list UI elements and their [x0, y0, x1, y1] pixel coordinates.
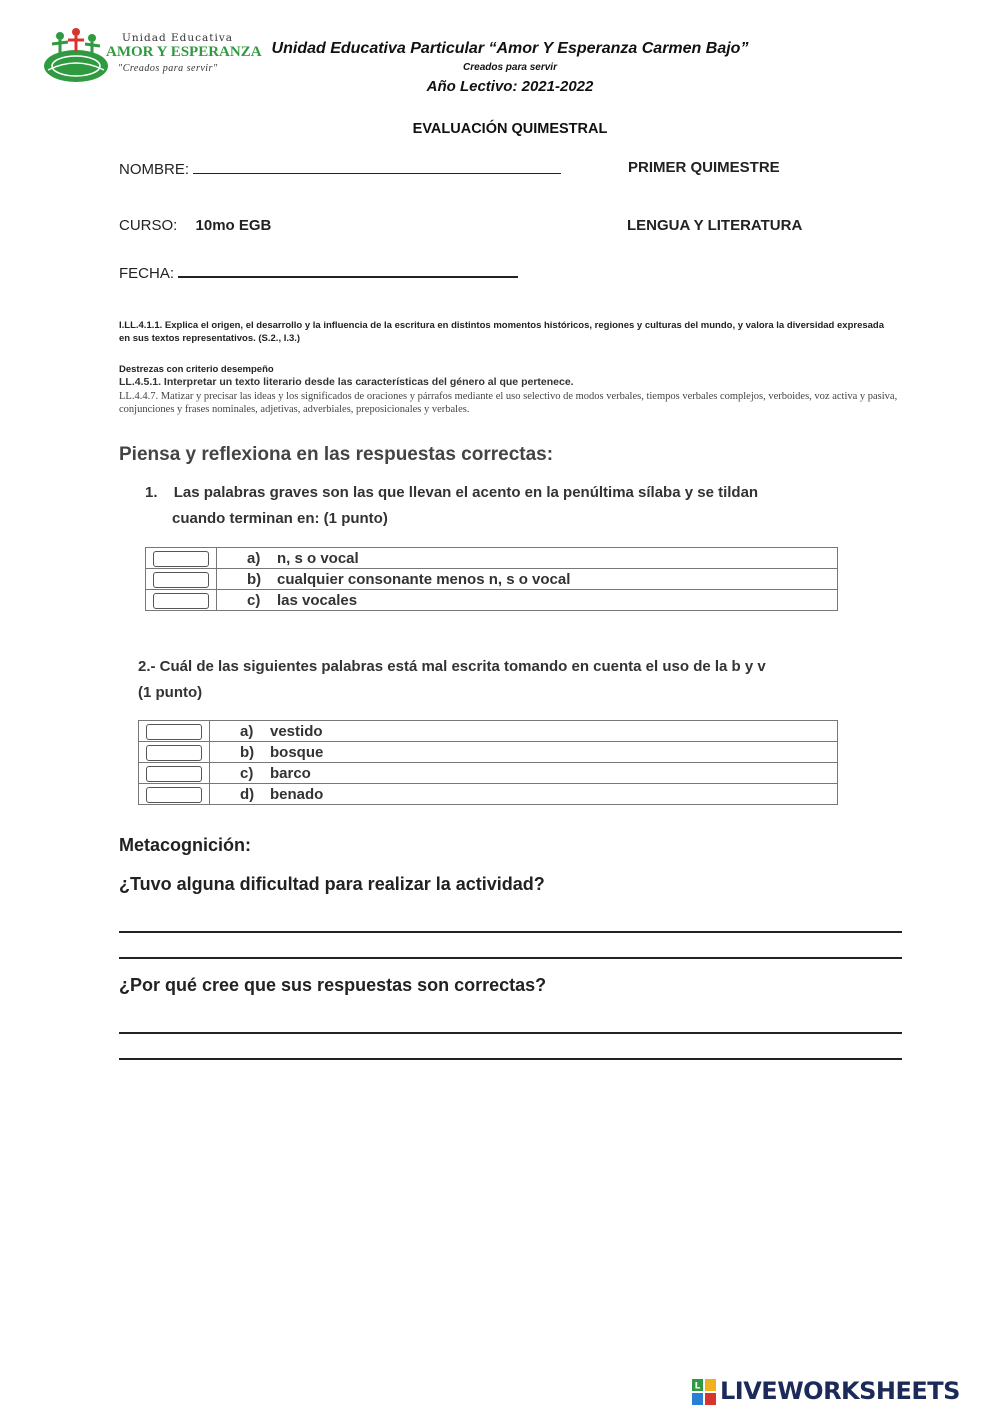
question-2-line-1: 2.- Cuál de las siguientes palabras está mal escrita tomando en cuenta el uso de la b y v: [138, 658, 766, 675]
answer-line-2b[interactable]: [119, 1058, 902, 1060]
option-text: bosque: [270, 743, 324, 761]
school-logo: [40, 26, 260, 88]
destreza-1: LL.4.5.1. Interpretar un texto literario desde las características del género al que pertenece.: [119, 376, 574, 388]
question-1: [145, 480, 758, 506]
nombre-field[interactable]: [193, 159, 561, 174]
answer-box-2b[interactable]: [146, 745, 202, 761]
option-text: las vocales: [277, 591, 358, 609]
logo-line-3: "Creados para servir": [118, 63, 218, 74]
school-year: Año Lectivo: 2021-2022: [426, 78, 594, 95]
nombre-label: NOMBRE:: [119, 161, 190, 178]
option-letter: d): [240, 785, 255, 803]
table-row: [139, 721, 838, 742]
quimestre-label: PRIMER QUIMESTRE: [628, 159, 780, 176]
fecha-row: [119, 262, 518, 282]
option-text: benado: [270, 785, 324, 803]
curso-row: [119, 217, 271, 234]
table-row: [146, 569, 838, 590]
table-row: [139, 784, 838, 805]
curso-label: CURSO:: [119, 217, 178, 234]
answer-box-1c[interactable]: [153, 593, 209, 609]
question-1-line-2: cuando terminan en: (1 punto): [172, 510, 388, 527]
answer-line-2a[interactable]: [119, 1032, 902, 1034]
subject-label: LENGUA Y LITERATURA: [627, 217, 803, 234]
fecha-field[interactable]: [178, 262, 518, 278]
answer-box-2a[interactable]: [146, 724, 202, 740]
option-text: cualquier consonante menos n, s o vocal: [277, 570, 571, 588]
logo-line-1: Unidad Educativa: [122, 32, 234, 44]
option-text: barco: [270, 764, 311, 782]
question-2-line-2: (1 punto): [138, 684, 203, 701]
answer-line-1a[interactable]: [119, 931, 902, 933]
logo-line-2: AMOR Y ESPERANZA: [106, 44, 262, 60]
fecha-label: FECHA:: [119, 265, 175, 282]
option-text: n, s o vocal: [277, 549, 359, 567]
school-motto: Creados para servir: [463, 62, 557, 73]
table-row: [146, 548, 838, 569]
table-row: [139, 763, 838, 784]
option-letter: b): [247, 570, 262, 588]
metacognition-question-2: ¿Por qué cree que sus respuestas son correctas?: [119, 975, 547, 995]
destreza-2: LL.4.4.7. Matizar y precisar las ideas y los significados de oraciones y párrafos mediante el uso selectivo de modos verbales, tiempos verbales complejos, verboides, voz activa y pasiva, conjunciones y frases nominales, adjetivas, adverbiales, preposicionales y verbales.: [119, 391, 898, 415]
option-letter: c): [240, 764, 254, 782]
liveworksheets-brand: LIVEWORKSHEETS: [720, 1377, 960, 1405]
option-letter: c): [247, 591, 261, 609]
indicator-text: I.LL.4.1.1. Explica el origen, el desarrollo y la influencia de la escritura en distintos momentos históricos, regiones y culturas del mundo, y valora la diversidad expresada en sus textos representativos. (S.2., I.3.): [119, 320, 885, 344]
option-letter: a): [240, 722, 254, 740]
curso-value: 10mo EGB: [195, 217, 272, 234]
option-letter: a): [247, 549, 261, 567]
school-name: Unidad Educativa Particular “Amor Y Esperanza Carmen Bajo”: [271, 40, 749, 57]
table-row: [146, 590, 838, 611]
question-1-options: [145, 547, 838, 611]
answer-box-2c[interactable]: [146, 766, 202, 782]
icon-letter: L: [694, 1381, 701, 1392]
globe-people-icon: [40, 26, 112, 88]
option-text: vestido: [270, 722, 323, 740]
liveworksheets-icon: [692, 1379, 716, 1405]
question-2-options: [138, 720, 838, 805]
metacognition-title: Metacognición:: [119, 835, 252, 855]
nombre-row: [119, 159, 561, 178]
metacognition-question-1: ¿Tuvo alguna dificultad para realizar la actividad?: [119, 874, 545, 894]
answer-box-1a[interactable]: [153, 551, 209, 567]
liveworksheets-logo: [692, 1375, 992, 1409]
question-1-number: 1.: [145, 484, 158, 501]
answer-box-2d[interactable]: [146, 787, 202, 803]
answer-line-1b[interactable]: [119, 957, 902, 959]
question-1-line-1: Las palabras graves son las que llevan el acento en la penúltima sílaba y se tildan: [173, 484, 759, 501]
answer-box-1b[interactable]: [153, 572, 209, 588]
page-title: EVALUACIÓN QUIMESTRAL: [412, 121, 608, 137]
table-row: [139, 742, 838, 763]
option-letter: b): [240, 743, 255, 761]
section-title: Piensa y reflexiona en las respuestas correctas:: [119, 444, 554, 465]
destrezas-title: Destrezas con criterio desempeño: [119, 364, 274, 375]
